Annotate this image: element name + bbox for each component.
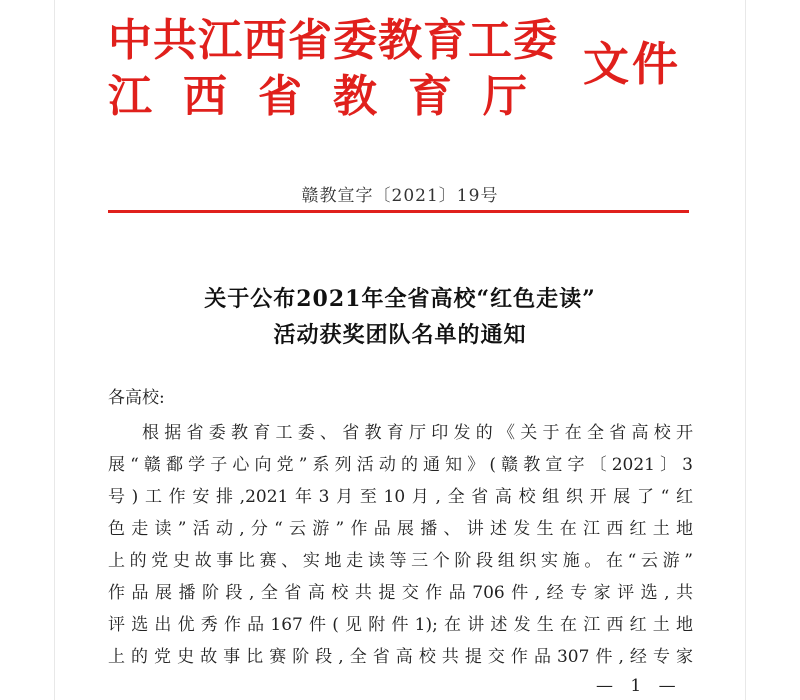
body-text-line: 根据省委教育工委、省教育厅印发的《关于在全省高校开: [142, 423, 693, 443]
issuing-org-line-1: 中共江西省委教育工委: [108, 15, 558, 66]
body-text-line: 作品展播阶段,全省高校共提交作品706件,经专家评选,共: [108, 583, 693, 603]
red-separator-line: [108, 210, 689, 213]
body-text-line: 上的党史故事比赛、实地走读等三个阶段组织实施。在“云游”: [108, 551, 693, 571]
page-number: — 1 —: [596, 676, 682, 696]
body-text-line: 展“赣鄱学子心向党”系列活动的通知》(赣教宣字〔2021〕3: [108, 455, 693, 475]
document-number: 赣教宣字〔2021〕19号: [301, 186, 499, 206]
salutation: 各高校:: [108, 388, 165, 408]
body-text-line: 上的党史故事比赛阶段,全省高校共提交作品307件,经专家: [108, 647, 693, 667]
body-text-line: 号)工作安排,2021年3月至10月,全省高校组织开展了“红: [108, 487, 693, 507]
page-edge-right: [745, 0, 746, 700]
notice-title-line-2: 活动获奖团队名单的通知: [273, 322, 527, 348]
issuing-org-line-2: 江西省教育厅: [108, 71, 558, 122]
page-edge-left: [54, 0, 55, 700]
body-text-line: 评选出优秀作品167件(见附件1);在讲述发生在江西红土地: [108, 615, 693, 635]
document-label: 文件: [583, 37, 681, 91]
notice-title-line-1: 关于公布2021年全省高校“红色走读”: [204, 286, 596, 312]
body-text-line: 色走读”活动,分“云游”作品展播、讲述发生在江西红土地: [108, 519, 693, 539]
